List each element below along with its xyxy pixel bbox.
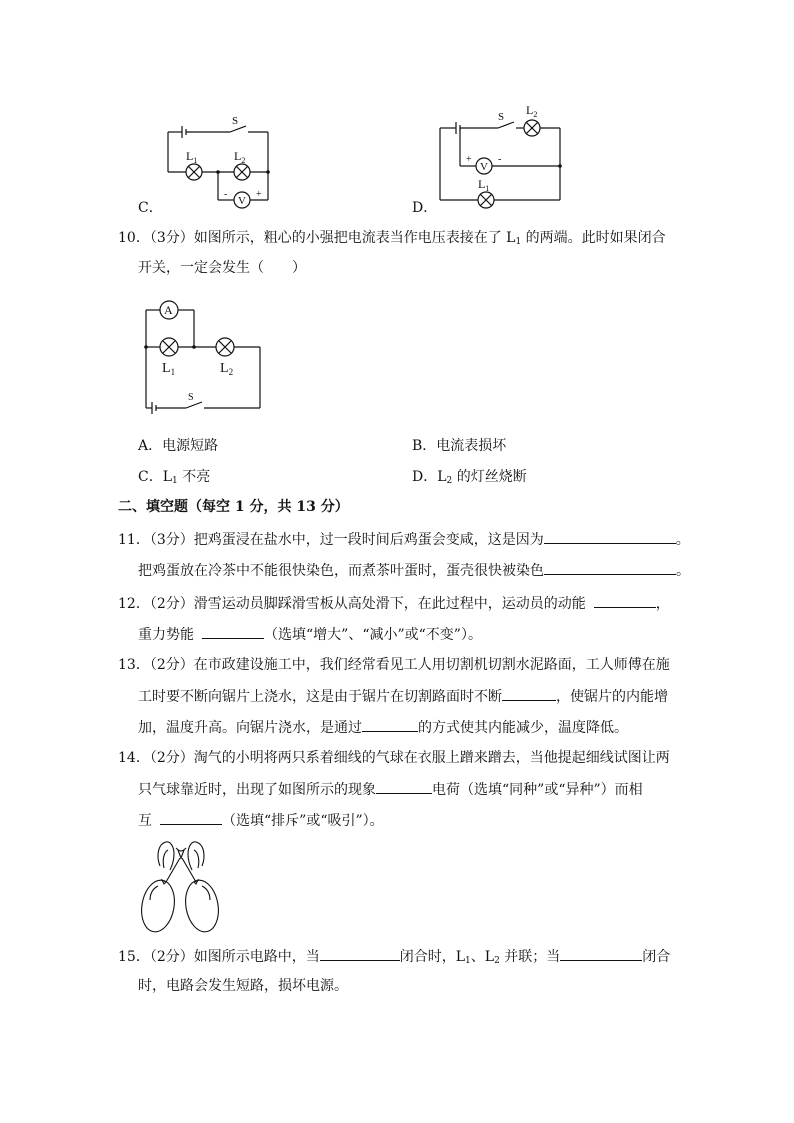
circuit-d-minus-label: -	[498, 154, 502, 165]
q11-line1-end: 。	[675, 532, 690, 548]
q10-option-c-sub: 1	[172, 476, 178, 486]
q10-stem-line1	[118, 228, 666, 252]
q9-option-c: C．	[138, 200, 163, 216]
q15-blank-2[interactable]	[560, 946, 642, 961]
q11-blank-2[interactable]	[544, 560, 676, 575]
q13-line2-post: ，使锯片的内能增	[556, 689, 668, 705]
q15-line1-mid-pre: 闭合时，L	[399, 949, 466, 965]
q10-line1-sub: 1	[515, 237, 522, 247]
q11-line2-text: 把鸡蛋放在冷茶中不能很快染色，而煮茶叶蛋时，蛋壳很快被染色	[138, 563, 544, 579]
circuit-c-plus-label: +	[256, 189, 262, 200]
q10-option-d-sub: 2	[446, 476, 453, 486]
q14-blank-1[interactable]	[376, 779, 432, 794]
circuit-c-switch-label: S	[232, 115, 239, 127]
q10-stem-line2: 开关，一定会发生（ ）	[138, 260, 306, 276]
q11-line1	[118, 529, 690, 550]
q15-line2: 时，电路会发生短路，损坏电源。	[138, 978, 348, 994]
q10-option-d	[412, 467, 527, 491]
q10-line1-pre: 10．（3分）如图所示，粗心的小强把电流表当作电压表接在了 L	[118, 230, 516, 246]
q13-line2-pre: 工时要不断向锯片上浇水，这是由于锯片在切割路面时不断	[138, 689, 502, 705]
q10-l1-label: $L_1$	[162, 361, 176, 377]
q15-line1-mid2: 、L	[470, 949, 495, 965]
q14-line3-pre: 互	[138, 813, 152, 829]
q12-line1-text: 12．（2分）滑雪运动员脚踩滑雪板从高处滑下，在此过程中，运动员的动能	[118, 596, 586, 612]
q15-line1-sub2: 2	[494, 956, 500, 966]
q12-line2-post: （选填“增大”、“减小”或“不变”）。	[264, 627, 482, 643]
q9-option-d: D．	[412, 200, 438, 216]
q15-line1	[118, 946, 670, 971]
q11-line1-text: 11．（3分）把鸡蛋浸在盐水中，过一段时间后鸡蛋会变咸，这是因为	[118, 532, 544, 548]
q10-circuit-diagram	[136, 292, 270, 416]
circuit-d-l2-label: $L_2$	[526, 103, 538, 119]
q13-line3	[138, 717, 628, 738]
q11-line2	[138, 560, 690, 581]
q13-blank-2[interactable]	[362, 717, 418, 732]
q14-line3	[138, 810, 384, 831]
q14-line2-pre: 只气球靠近时，出现了如图所示的现象	[138, 782, 376, 798]
circuit-c-l2-label: $L_2$	[234, 149, 246, 165]
q10-option-c	[138, 467, 210, 491]
q12-line2	[138, 624, 482, 645]
q14-blank-2[interactable]	[160, 810, 222, 825]
q15-line1-pre: 15．（2分）如图所示电路中，当	[118, 949, 320, 965]
q10-line1-post: 的两端。此时如果闭合	[521, 230, 666, 246]
q13-line1: 13．（2分）在市政建设施工中，我们经常看见工人用切割机切割水泥路面，工人师傅在施	[118, 657, 670, 673]
circuit-c-l1-label: $L_1$	[186, 149, 198, 165]
balloons-figure	[136, 836, 228, 938]
q10-option-d-pre: D．L	[412, 469, 447, 485]
circuit-d-voltmeter-label: V	[480, 161, 488, 173]
circuit-d-plus-label: +	[466, 154, 472, 165]
q14-line2-post: 电荷（选填“同种”或“异种”）而相	[432, 782, 643, 798]
q11-blank-1[interactable]	[544, 529, 676, 544]
q10-option-b: B．电流表损坏	[412, 438, 507, 454]
q13-line3-pre: 加，温度升高。向锯片浇水，是通过	[138, 720, 362, 736]
section2-title: 二、填空题（每空 1 分，共 13 分）	[118, 499, 349, 515]
q10-ammeter-label: A	[164, 303, 173, 317]
q10-option-c-post: 不亮	[177, 469, 211, 485]
circuit-c-voltmeter-label: V	[238, 195, 246, 207]
q12-line2-pre: 重力势能	[138, 627, 194, 643]
circuit-c-diagram	[160, 112, 280, 212]
q11-line2-end: 。	[676, 563, 690, 579]
q10-l2-label: $L_2$	[220, 361, 234, 377]
q14-line2	[138, 779, 643, 800]
circuit-d-switch-label: S	[498, 111, 505, 123]
circuit-d-diagram	[432, 100, 572, 212]
q12-blank-1[interactable]	[594, 593, 656, 608]
q13-line2	[138, 686, 668, 707]
q12-line1-end: ，	[655, 596, 670, 612]
q10-option-a: A．电源短路	[138, 438, 219, 454]
circuit-c-minus-label: -	[224, 189, 228, 200]
q10-option-c-pre: C．L	[138, 469, 173, 485]
q15-line1-sub1: 1	[465, 956, 471, 966]
q13-line3-post: 的方式使其内能减少，温度降低。	[418, 720, 628, 736]
q14-line1: 14．（2分）淘气的小明将两只系着细线的气球在衣服上蹭来蹭去，当他提起细线试图让两	[118, 750, 670, 766]
q12-blank-2[interactable]	[202, 624, 264, 639]
q15-line1-mid-post: 并联；当	[499, 949, 561, 965]
q10-switch-label: S	[188, 392, 194, 403]
q13-blank-1[interactable]	[502, 686, 556, 701]
q10-option-d-post: 的灯丝烧断	[452, 469, 527, 485]
q15-blank-1[interactable]	[320, 946, 400, 961]
q15-line1-end: 闭合	[642, 949, 671, 965]
q12-line1	[118, 593, 670, 614]
circuit-d-l1-label: $L_1$	[478, 177, 490, 193]
q14-line3-post: （选填“排斥”或“吸引”）。	[222, 813, 384, 829]
